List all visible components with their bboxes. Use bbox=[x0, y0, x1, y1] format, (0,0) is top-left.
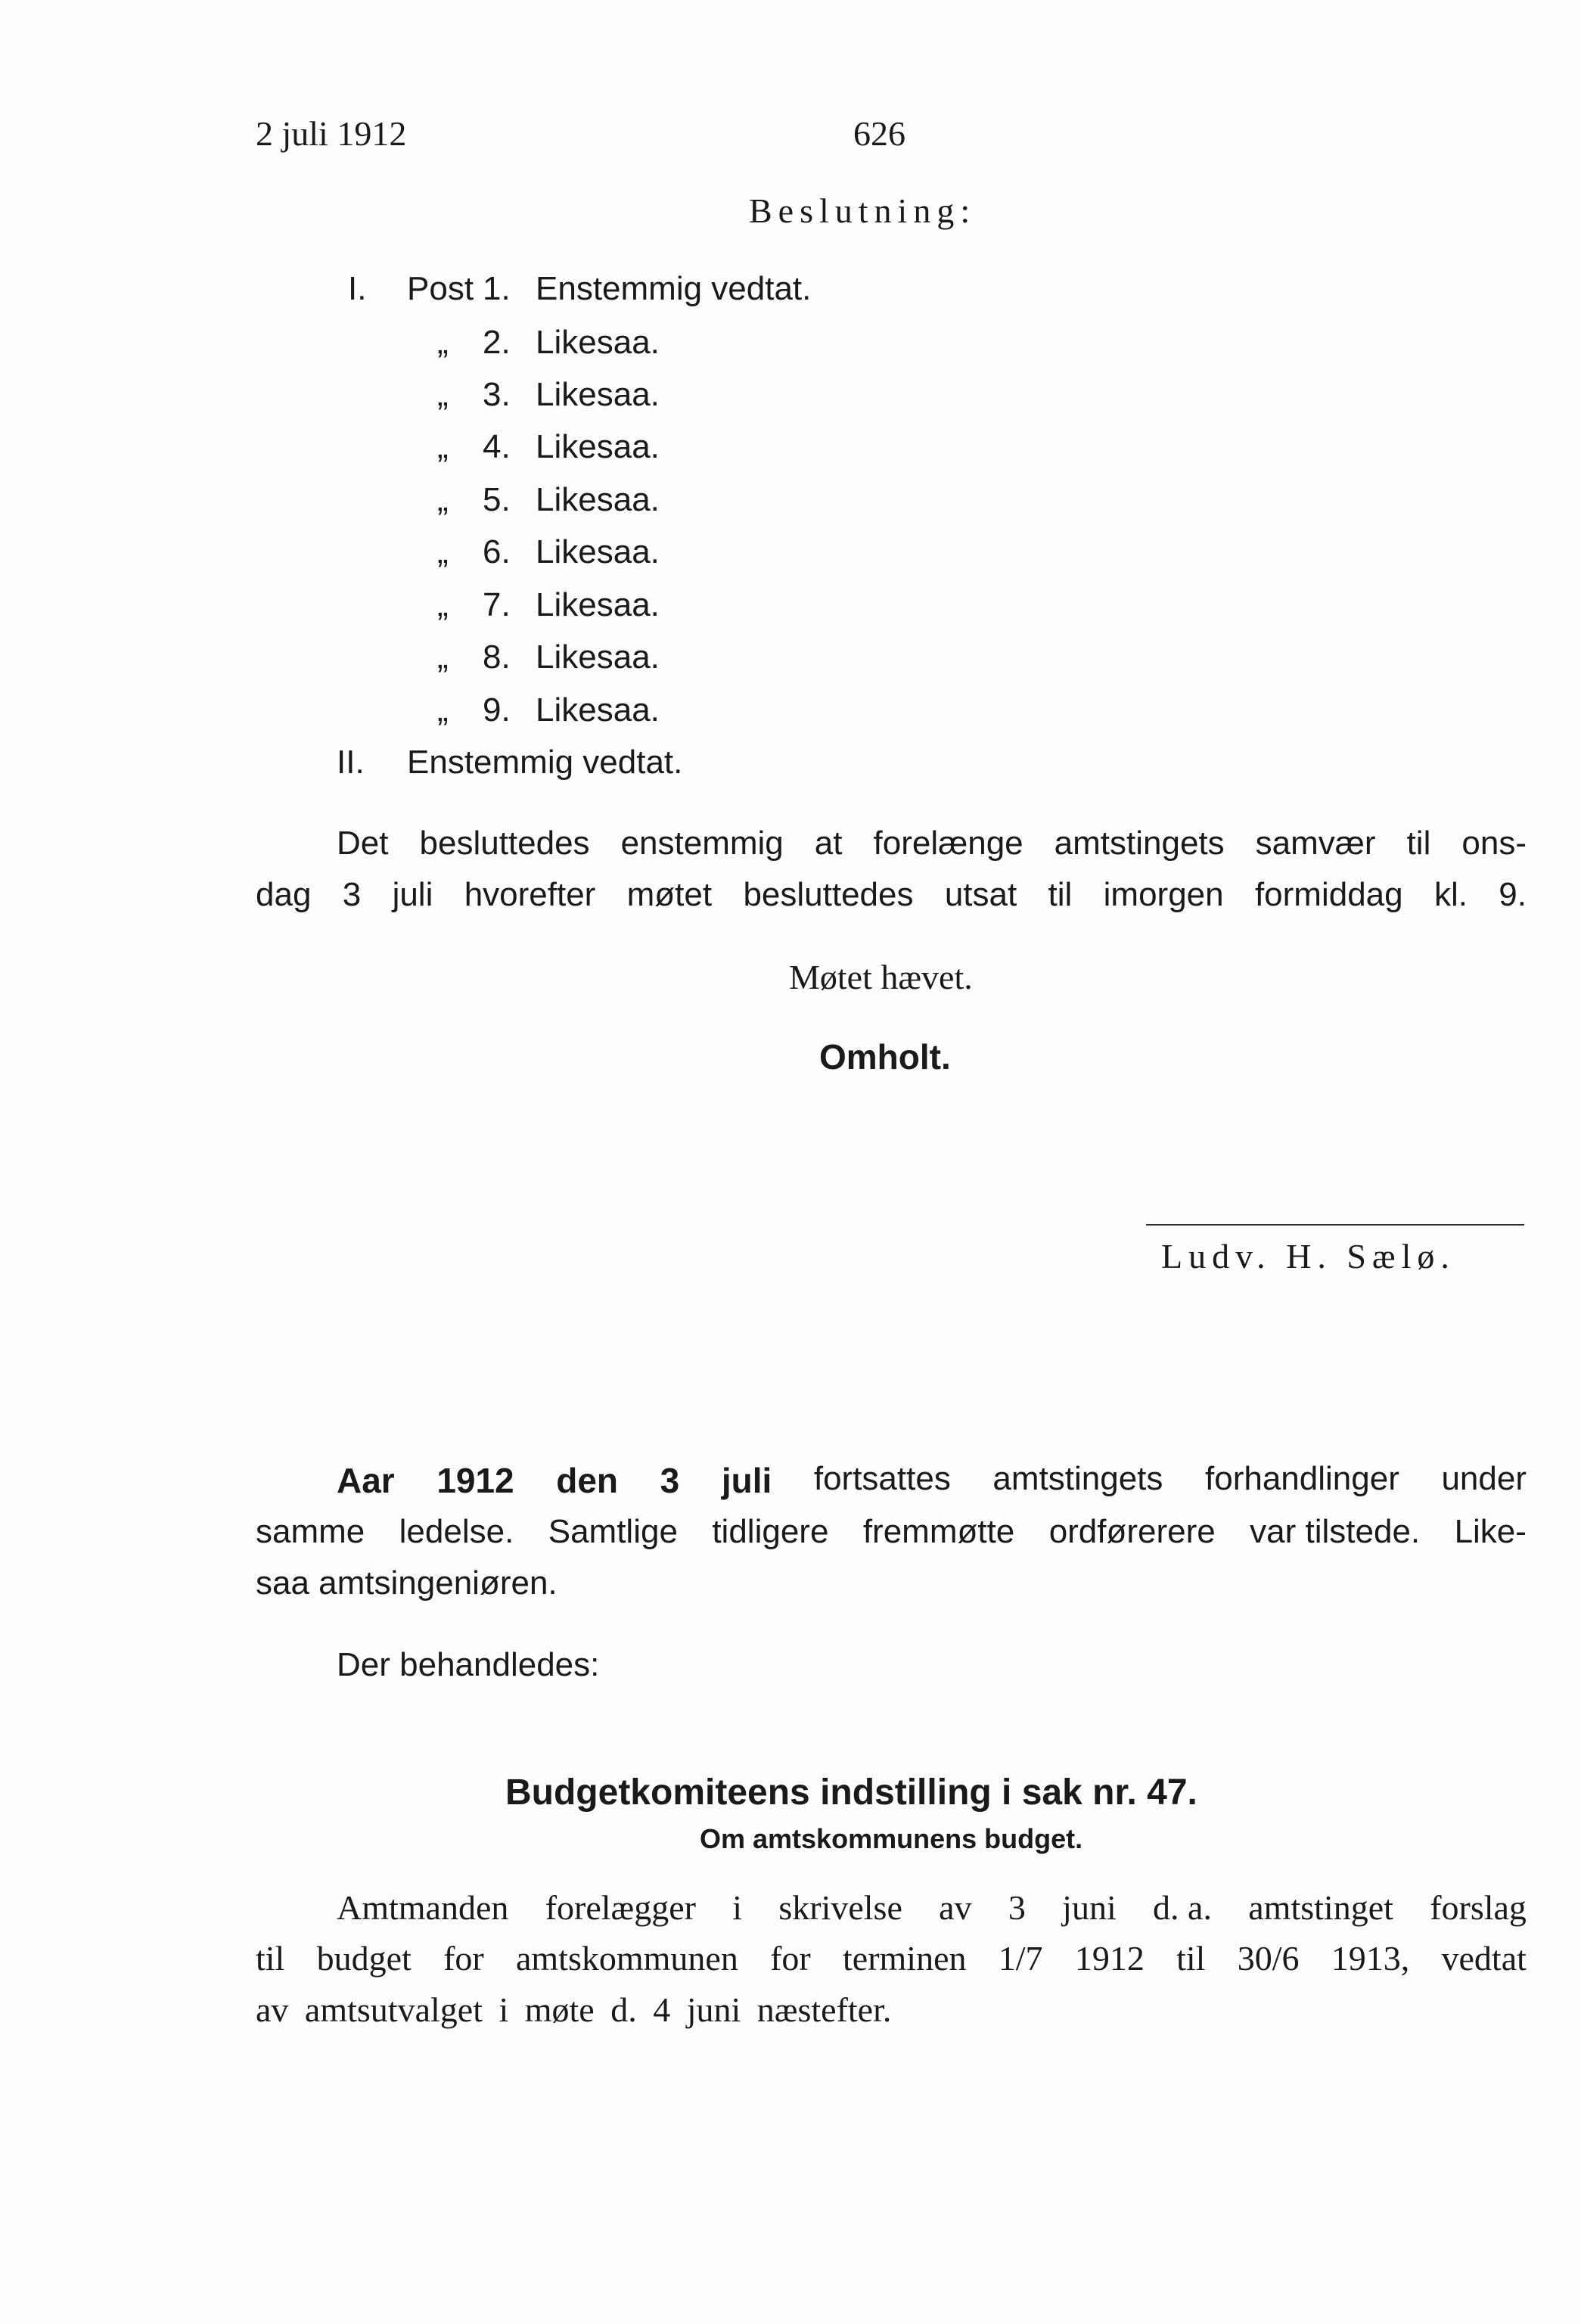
beslutning-subitem bbox=[437, 638, 660, 676]
word: skrivelse bbox=[778, 1888, 902, 1927]
word: til bbox=[1406, 825, 1431, 862]
word: 1/7 bbox=[998, 1939, 1043, 1978]
treated-label: Der behandledes: bbox=[337, 1646, 600, 1683]
item-number: 7. bbox=[483, 586, 511, 623]
word: forelænge bbox=[873, 825, 1023, 862]
word: Like- bbox=[1454, 1513, 1527, 1550]
paragraph-line bbox=[337, 1887, 1527, 1928]
paragraph-line: saa amtsingeniøren. bbox=[256, 1564, 558, 1602]
page-date: 2 juli 1912 bbox=[256, 114, 407, 153]
page-number: 626 bbox=[853, 114, 905, 153]
word: besluttedes bbox=[419, 825, 590, 862]
item-number: 4. bbox=[483, 428, 511, 465]
word: dag bbox=[256, 876, 312, 913]
word: fremmøtte bbox=[862, 1513, 1015, 1550]
beslutning-subitem bbox=[437, 586, 660, 624]
roman-numeral: I. bbox=[348, 270, 367, 307]
paragraph-line bbox=[256, 1513, 1527, 1551]
item-number: 9. bbox=[483, 691, 511, 729]
word: hvorefter bbox=[464, 876, 596, 913]
item-number: 8. bbox=[483, 638, 511, 676]
item-number: 5. bbox=[483, 481, 511, 518]
word: imorgen bbox=[1103, 876, 1224, 913]
ditto-mark: „ bbox=[437, 376, 449, 413]
paragraph-line: av amtsutvalget i møte d. 4 juni næstefter. bbox=[256, 1990, 892, 2029]
beslutning-item-1 bbox=[348, 270, 811, 308]
word: Det bbox=[337, 825, 389, 862]
meeting-raised: Møtet hævet. bbox=[789, 958, 973, 996]
word: i bbox=[732, 1888, 743, 1927]
bold-word: 3 bbox=[660, 1461, 680, 1500]
roman-numeral: II. bbox=[337, 744, 365, 781]
paragraph-line bbox=[256, 1938, 1527, 1978]
word: 9. bbox=[1499, 876, 1527, 913]
word: til bbox=[256, 1939, 285, 1978]
beslutning-subitem bbox=[437, 428, 660, 466]
word: 3 bbox=[1008, 1888, 1026, 1927]
section-title: Budgetkomiteens indstilling i sak nr. 47. bbox=[505, 1773, 1197, 1813]
signature-saelo: Ludv. H. Sælø. bbox=[1161, 1237, 1455, 1275]
word: at bbox=[814, 825, 843, 862]
word: ordførerere bbox=[1048, 1513, 1216, 1550]
word: for bbox=[443, 1939, 484, 1978]
beslutning-item-2 bbox=[337, 744, 682, 781]
word: tidligere bbox=[712, 1513, 829, 1550]
word: ons- bbox=[1461, 825, 1527, 862]
word: til bbox=[1048, 876, 1073, 913]
beslutning-subitem bbox=[437, 533, 660, 571]
word: amtskommunen bbox=[515, 1939, 738, 1978]
item-number: 2. bbox=[483, 324, 511, 361]
bold-word: Aar bbox=[337, 1461, 395, 1500]
ditto-mark: „ bbox=[437, 533, 449, 570]
word: forslag bbox=[1430, 1888, 1527, 1927]
item-text: Likesaa. bbox=[536, 324, 660, 361]
word: amtstingets bbox=[992, 1460, 1163, 1497]
word: budget bbox=[316, 1939, 412, 1978]
ditto-mark: „ bbox=[437, 428, 449, 465]
word: terminen bbox=[843, 1939, 967, 1978]
word: av bbox=[939, 1888, 972, 1927]
word: for bbox=[770, 1939, 811, 1978]
item-text: Likesaa. bbox=[536, 481, 660, 518]
signature-rule bbox=[1146, 1224, 1524, 1226]
paragraph-line bbox=[337, 825, 1527, 862]
word: juni bbox=[1062, 1888, 1117, 1927]
item-text: Enstemmig vedtat. bbox=[536, 270, 812, 307]
word: var tilstede. bbox=[1250, 1513, 1421, 1550]
word: fortsattes bbox=[813, 1460, 951, 1497]
item-number: 3. bbox=[483, 376, 511, 413]
beslutning-subitem bbox=[437, 324, 660, 362]
ditto-mark: „ bbox=[437, 691, 449, 729]
word: 3 bbox=[342, 876, 362, 913]
beslutning-subitem bbox=[437, 691, 660, 729]
word: utsat bbox=[944, 876, 1017, 913]
word: samme bbox=[256, 1513, 365, 1550]
item-text: Likesaa. bbox=[536, 691, 660, 729]
ditto-mark: „ bbox=[437, 324, 449, 361]
item-text: Likesaa. bbox=[536, 638, 660, 676]
word: vedtat bbox=[1441, 1939, 1527, 1978]
word: til bbox=[1176, 1939, 1206, 1978]
paragraph-line bbox=[256, 876, 1527, 914]
word: møtet bbox=[626, 876, 713, 913]
word: Samtlige bbox=[548, 1513, 678, 1550]
bold-word: den bbox=[556, 1461, 619, 1500]
beslutning-subitem bbox=[437, 376, 660, 414]
ditto-mark: „ bbox=[437, 638, 449, 676]
paragraph-line bbox=[337, 1460, 1527, 1501]
bold-word: juli bbox=[721, 1461, 772, 1500]
ditto-mark: „ bbox=[437, 586, 449, 623]
item-text: Enstemmig vedtat. bbox=[407, 744, 683, 781]
word: forhandlinger bbox=[1205, 1460, 1399, 1497]
word: amtstingets bbox=[1054, 825, 1225, 862]
word: 30/6 bbox=[1237, 1939, 1300, 1978]
bold-word: 1912 bbox=[436, 1461, 514, 1500]
signature-omholt: Omholt. bbox=[819, 1037, 951, 1077]
word: amtstinget bbox=[1248, 1888, 1393, 1927]
word: d. a. bbox=[1153, 1888, 1212, 1927]
item-text: Likesaa. bbox=[536, 376, 660, 413]
item-number: 6. bbox=[483, 533, 511, 570]
word: kl. bbox=[1433, 876, 1468, 913]
word: ledelse. bbox=[399, 1513, 514, 1550]
word: under bbox=[1441, 1460, 1527, 1497]
word: 1912 bbox=[1074, 1939, 1145, 1978]
word: samvær bbox=[1255, 825, 1376, 862]
word: enstemmig bbox=[620, 825, 784, 862]
post-label: Post bbox=[407, 270, 474, 307]
word: juli bbox=[392, 876, 433, 913]
item-text: Likesaa. bbox=[536, 533, 660, 570]
beslutning-subitem bbox=[437, 481, 660, 519]
ditto-mark: „ bbox=[437, 481, 449, 518]
word: Amtmanden bbox=[337, 1888, 509, 1927]
section-subtitle: Om amtskommunens budget. bbox=[700, 1823, 1083, 1854]
word: forelægger bbox=[545, 1888, 696, 1927]
word: formiddag bbox=[1254, 876, 1403, 913]
item-number: 1. bbox=[483, 270, 511, 307]
beslutning-heading: Beslutning: bbox=[749, 191, 977, 230]
item-text: Likesaa. bbox=[536, 428, 660, 465]
item-text: Likesaa. bbox=[536, 586, 660, 623]
word: besluttedes bbox=[743, 876, 914, 913]
word: 1913, bbox=[1331, 1939, 1410, 1978]
